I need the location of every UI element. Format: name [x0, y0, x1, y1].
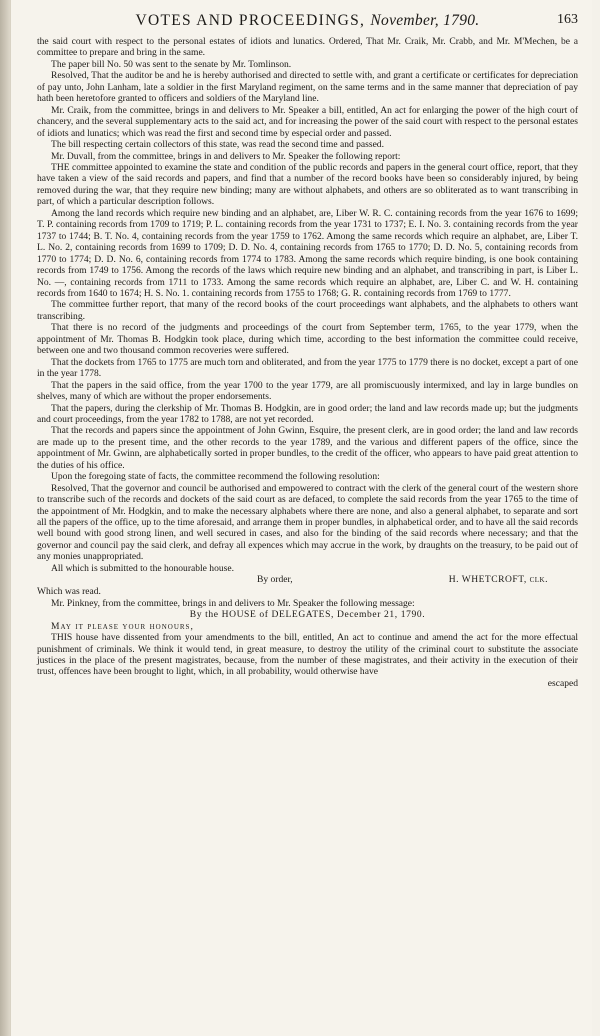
paragraph-list: [37, 36, 578, 574]
paragraph: Mr. Duvall, from the committee, brings in and delivers to Mr. Speaker the following report:: [51, 150, 401, 162]
catchword: escaped: [547, 677, 578, 689]
paragraph: The committee further report, that many of the record books of the court proceedings want alphabets, and the alphabets to others want transcribing.: [37, 299, 578, 322]
paragraph: That there is no record of the judgments and proceedings of the court from September term, 1765, to the year 1779, when the appointment of Mr. Thomas B. Hodgkin took place, during which time, according to the best information the committee could receive, between one and two thousand common recoveries were suffered.: [37, 322, 578, 357]
paragraph: Which was read.: [37, 586, 101, 598]
running-title: VOTES AND PROCEEDINGS,: [135, 12, 366, 29]
page-number: 163: [557, 12, 578, 27]
message-heading: By the HOUSE of DELEGATES, December 21, 1790.: [189, 609, 426, 621]
paragraph: Upon the foregoing state of facts, the committee recommend the following resolution:: [51, 471, 380, 483]
signature-by-order: By order,: [257, 574, 293, 586]
paragraph: All which is submitted to the honourable house.: [51, 562, 234, 574]
running-header: [37, 12, 578, 36]
page-gutter-shadow: [0, 0, 10, 1036]
after-signature-list: [37, 586, 578, 609]
message-text: THIS house have dissented from your amendments to the bill, entitled, An act to continue and amend the act for the more effectual punishment of criminals. We think it would tend, in great measure, to destroy the utility of the criminal court to substitute the associate justices in the place of the present magistrates, because, from the number of these magistrates, and their activity in the execution of their trust, offences have been brought to light, which, in all probability, would otherwise have: [37, 632, 578, 678]
message-salutation: May it please your honours,: [51, 620, 194, 632]
paragraph: That the dockets from 1765 to 1775 are much torn and obliterated, and from the year 1775 to 1779 there is no docket, except a part of one in the year 1778.: [37, 356, 578, 380]
paragraph: the said court with respect to the personal estates of idiots and lunatics. Ordered, That Mr. Craik, Mr. Crabb, and Mr. M'Mechen, be a committee to prepare and bring in the same.: [37, 36, 578, 59]
paragraph: That the papers, during the clerkship of Mr. Thomas B. Hodgkin, are in good order; the land and law records made up; but the judgments and court proceedings, from the year 1782 to 1788, are not yet recorded.: [37, 402, 578, 425]
document-page: [10, 0, 592, 1036]
header-date: November, 1790.: [370, 12, 480, 29]
paragraph: That the papers in the said office, from the year 1700 to the year 1779, are all promiscuously intermixed, and lay in large bundles on shelves, many of which are without the proper endorsements.: [37, 379, 578, 403]
signature-name: H. WHETCROFT, clk.: [448, 574, 548, 586]
paragraph: Resolved, That the governor and council be authorised and empowered to contract with the clerk of the general court of the western shore to transcribe such of the records and dockets of the said court as are defaced, to complete the said records from the year 1765 to the time of the appointment of Mr. Hodgkin, and to make the necessary alphabets where there are none, and also a general alphabet, to separate and sort all the papers of the office, up to the time aforesaid, and arrange them in proper bundles, in alphabetical order, and to have all the said records well bound with good strong linen, and well secured in cases, and also for the binding of the said records where necessary; and that the governor and council pay the said clerk, and defray all expences which may accrue in the work, by draughts on the treasury, to be paid out of any monies unappropriated.: [37, 482, 578, 563]
paragraph: Mr. Pinkney, from the committee, brings in and delivers to Mr. Speaker the following message:: [51, 597, 415, 609]
document-body: [37, 36, 578, 689]
signature-block: [37, 574, 578, 586]
paragraph: Among the land records which require new binding and an alphabet, are, Liber W. R. C. containing records from the year 1676 to 1699; T. P. containing records from 1709 to 1719; P. L. containing records from the year 1731 to 1737; E. I. No. 3. containing records from the year 1737 to 1744; B. T. No. 4, containing records from the year 1759 to 1762. Among the same records which require an alphabet, are, Liber T. L. No. 2, containing records from 1699 to 1709; D. D. No. 4, containing records from 1765 to 1770; D. D. No. 5, containing records from 1770 to 1774; D. D. No. 6, containing records from 1774 to 1783. Among the same records which require binding, is one book containing records from 1749 to 1756. Among the records of the laws which require new binding and an alphabet, and transcribing in part, is Liber L. No. —, containing records from 1711 to 1733. Among the same records which require an alphabet, are, Liber C. and W. H. containing records from 1640 to 1674; H. S. No. 1. containing records from 1755 to 1768; G. R. containing records from 1769 to 1777.: [37, 207, 578, 299]
paragraph: Resolved, That the auditor be and he is hereby authorised and directed to settle with, and grant a certificate or certificates for depreciation of pay unto, John Lanham, late a soldier in the first Maryland regiment, on the same terms and in the same manner that depreciation of pay hath been heretofore granted to officers and soldiers of the Maryland line.: [37, 70, 578, 105]
paragraph: The bill respecting certain collectors of this state, was read the second time and passed.: [51, 139, 384, 151]
paragraph: The paper bill No. 50 was sent to the senate by Mr. Tomlinson.: [51, 58, 292, 70]
paragraph: That the records and papers since the appointment of John Gwinn, Esquire, the present clerk, are in good order; the land and law records are made up to the present time, and the other records to the year 1789, and the various and different papers of the office, since the appointment of Mr. Gwinn, are alphabetically sorted in proper bundles, to the credit of the officer, who appears to have paid great attention to the duties of his office.: [37, 425, 578, 471]
paragraph: THE committee appointed to examine the state and condition of the public records and papers in the general court office, report, that they have taken a view of the said records and papers, and find that a number of the record books have been so considerably injured, by being removed during the war, that they require new binding; many are without alphabets, and others are so obliterated as to want transcribing in part, of which a particular description follows.: [37, 161, 578, 208]
paragraph: Mr. Craik, from the committee, brings in and delivers to Mr. Speaker a bill, entitled, An act for enlarging the power of the high court of chancery, and the several supplementary acts to the said act, and for increasing the power of the said court with respect to the personal estates of idiots and lunatics; which was read the first and second time by especial order and passed.: [37, 104, 578, 139]
